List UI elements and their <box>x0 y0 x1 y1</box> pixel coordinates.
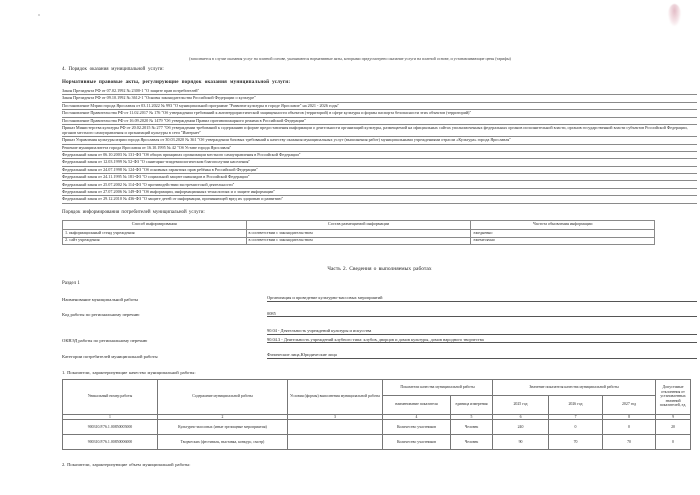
scan-artifact <box>668 4 681 26</box>
header-deviation: Допустимые отклонения от установленных значений показателей, ед. <box>656 379 691 414</box>
cell-content: в соответствии с законодательством <box>246 229 471 237</box>
cell-unique-number: 900310.Р.76.1.00850006000 <box>63 435 158 450</box>
normative-act-line: Постановление Мэрии города Ярославля от 03.11.2022 № 993 "О муниципальной программе "Развитие культуры в городе Ярославле" на 2021 - 2026 годы" <box>62 103 697 110</box>
okved-label: ОКВЭД работы по региональному перечню <box>62 338 148 344</box>
cell-indicator-name: Количество участников <box>383 420 451 435</box>
col-number: 6 <box>493 414 549 420</box>
cell-unit: Человек <box>451 435 493 450</box>
platnaya-osnova-footnote: (заполняется в случае оказания услуг на платной основе, указываются нормативные акты, которыми предусмотрено оказание услуги на платной основе, и устанавливающие цены (тарифы) <box>189 56 511 61</box>
informing-table-row <box>63 229 655 237</box>
informing-heading: Порядок информирования потребителей муниципальной услуги: <box>62 209 205 215</box>
quality-table-row <box>63 420 691 435</box>
header-values-group: Значение показателя качества муниципальной работы <box>493 379 656 395</box>
normative-act-line: Федеральный закон от 06.10.2003 № 131-ФЗ "Об общих принципах организации местного самоуправления в Российской Федерации" <box>62 152 697 159</box>
header-unit: единица измерения <box>451 395 493 414</box>
normative-act-line: Федеральный закон от 27.07.2006 № 149-ФЗ "Об информации, информационных технологиях и о защите информации" <box>62 189 697 196</box>
cell-work-content: Творческих (фестиваль, выставка, конкурс, смотр) <box>158 435 288 450</box>
normative-act-line: Постановление Правительства РФ от 11.02.2017 № 176 "Об утверждении требований к антитеррористической защищенности объектов (территорий) в сфере культуры и формы паспорта безопасности этих объектов (территорий)" <box>62 110 697 117</box>
consumers-field <box>62 352 697 359</box>
normative-act-line: Федеральный закон от 12.03.1999 № 52-ФЗ "О санитарно-эпидемиологическом благополучии населения" <box>62 159 697 166</box>
okved-values <box>267 326 697 343</box>
normative-act-line: Приказ Управления культуры мэрии города Ярославля от 30.03.2020 № 361 "Об утверждении базовых требований к качеству оказания муниципальных услуг (выполнения работ) муниципальными учреждениями отрасли «Культура» города Ярославля" <box>62 137 697 144</box>
normative-act-line: Федеральный закон от 24.07.1998 № 124-ФЗ "Об основных гарантиях прав ребёнка в Российской Федерации" <box>62 167 697 174</box>
cell-work-content: Культурно-массовых (иные зрелищные мероприятия) <box>158 420 288 435</box>
volume-indicators-title: 2. Показатели, характеризующие объем муниципальной работы: <box>62 462 191 468</box>
cell-indicator-name: Количество участников <box>383 435 451 450</box>
work-code-field <box>62 311 697 318</box>
cell-frequency: ежемесячно <box>471 237 655 245</box>
cell-method: 2. сайт учреждения <box>63 237 247 245</box>
header-indicator-name: наименование показателя <box>383 395 451 414</box>
quality-table-row <box>63 435 691 450</box>
work-code-value: 0085 <box>267 311 697 318</box>
col-number: 4 <box>383 414 451 420</box>
cell-work-conditions <box>288 435 383 450</box>
normative-acts-list <box>62 88 697 204</box>
informing-table <box>62 220 655 246</box>
cell-work-conditions <box>288 420 383 435</box>
part-2-title: Часть 2. Сведения о выполняемых работах <box>327 266 432 273</box>
col-number: 9 <box>656 414 691 420</box>
header-unique-number: Уникальный номер работы <box>63 379 158 414</box>
work-name-field <box>62 295 697 302</box>
consumers-value: Физические лица,Юридические лица <box>267 352 697 359</box>
normative-act-line: Решение муниципалитета города Ярославля от 16.10.1995 № 42 "Об Уставе города Ярославля" <box>62 145 697 152</box>
header-year-2025: 2025 год <box>493 395 549 414</box>
col-number: 8 <box>603 414 656 420</box>
header-info-content: Состав размещаемой информации <box>246 220 471 229</box>
cell-2025-value: 90 <box>493 435 549 450</box>
informing-table-header-row <box>63 220 655 229</box>
quality-indicators-table <box>62 379 691 451</box>
cell-2026-value: 0 <box>549 420 603 435</box>
consumers-label: Категории потребителей муниципальной работы <box>62 353 158 359</box>
cell-2026-value: 70 <box>549 435 603 450</box>
header-info-method: Способ информирования <box>63 220 247 229</box>
header-work-content: Содержание муниципальной работы <box>158 379 288 414</box>
quality-table-header-row-1 <box>63 379 691 395</box>
normative-act-line: Закон Президента РФ от 09.10.1992 № 3612-1 "Основы законодательства Российской Федерации о культуре" <box>62 95 697 102</box>
col-number: 1 <box>63 414 158 420</box>
header-year-2027: 2027 год <box>603 395 656 414</box>
normative-act-line: Федеральный закон от 25.07.2002 № 114-ФЗ "О противодействии экстремистской деятельности" <box>62 181 697 188</box>
normative-act-line: Постановление Правительства РФ от 16.09.2020 № 1479 "Об утверждении Правил противопожарного режима в Российской Федерации" <box>62 118 697 125</box>
section-1-label: Раздел 1 <box>62 281 80 287</box>
section-4-title: 4. Порядок оказания муниципальной услуги: <box>62 67 164 72</box>
header-work-conditions: Условия (формы) выполнения муниципальной работы <box>288 379 383 414</box>
header-info-frequency: Частота обновления информации <box>471 220 655 229</box>
normative-act-line: Закон Президента РФ от 07.02.1992 № 2300-1 "О защите прав потребителей" <box>62 88 697 95</box>
col-number: 3 <box>288 414 383 420</box>
okved-value-line: 90.04 - Деятельность учреждений культуры и искусства <box>267 328 697 335</box>
cell-deviation: 20 <box>656 420 691 435</box>
document-content <box>62 67 697 467</box>
header-year-2026: 2026 год <box>549 395 603 414</box>
normative-acts-heading: Нормативные правовые акты, регулирующие порядок оказания муниципальной услуги: <box>62 80 291 85</box>
cell-deviation: 0 <box>656 435 691 450</box>
work-name-value: Организация и проведение культурно-массовых мероприятий <box>267 295 697 302</box>
cell-content: в соответствии с законодательством <box>246 237 471 245</box>
okved-field <box>62 326 697 343</box>
normative-act-line: Федеральный закон от 24.11.1995 № 181-ФЗ "О социальной защите инвалидов в Российской Федерации" <box>62 174 697 181</box>
okved-value-line: 90.04.3 - Деятельность учреждений клубного типа: клубов, дворцов и домов культуры, домов народного творчества <box>267 337 697 344</box>
quality-indicators-title: 1. Показатели, характеризующие качество муниципальной работы: <box>62 369 196 375</box>
work-name-label: Наименование муниципальной работы <box>62 296 139 302</box>
cell-frequency: ежедневно <box>471 229 655 237</box>
col-number: 7 <box>549 414 603 420</box>
normative-act-line: Приказ Министерства культуры РФ от 20.02.2015 № 277 "Об утверждении требований к содержанию и форме предоставления информации о деятельности организаций культуры, размещаемой на официальных сайтах уполномоченных федеральных органов исполнительной власти, органов государственной власти субъектов Российской Федерации, органов местного самоуправления и организаций культуры в сети "Интернет" <box>62 125 697 137</box>
col-number: 2 <box>158 414 288 420</box>
normative-act-line: Федеральный закон от 29.12.2010 № 436-ФЗ "О защите детей от информации, причиняющей вред их здоровью и развитию" <box>62 196 697 203</box>
cell-method: 1. информационный стенд учреждения <box>63 229 247 237</box>
scan-speck <box>38 14 40 16</box>
cell-2027-value: 70 <box>603 435 656 450</box>
informing-table-row <box>63 237 655 245</box>
cell-2027-value: 0 <box>603 420 656 435</box>
cell-unique-number: 900310.Р.76.1.00850005000 <box>63 420 158 435</box>
header-quality-group: Показатели качества муниципальной работы <box>383 379 493 395</box>
cell-unit: Человек <box>451 420 493 435</box>
col-number: 5 <box>451 414 493 420</box>
work-code-label: Код работы по региональному перечню <box>62 312 140 318</box>
cell-2025-value: 240 <box>493 420 549 435</box>
